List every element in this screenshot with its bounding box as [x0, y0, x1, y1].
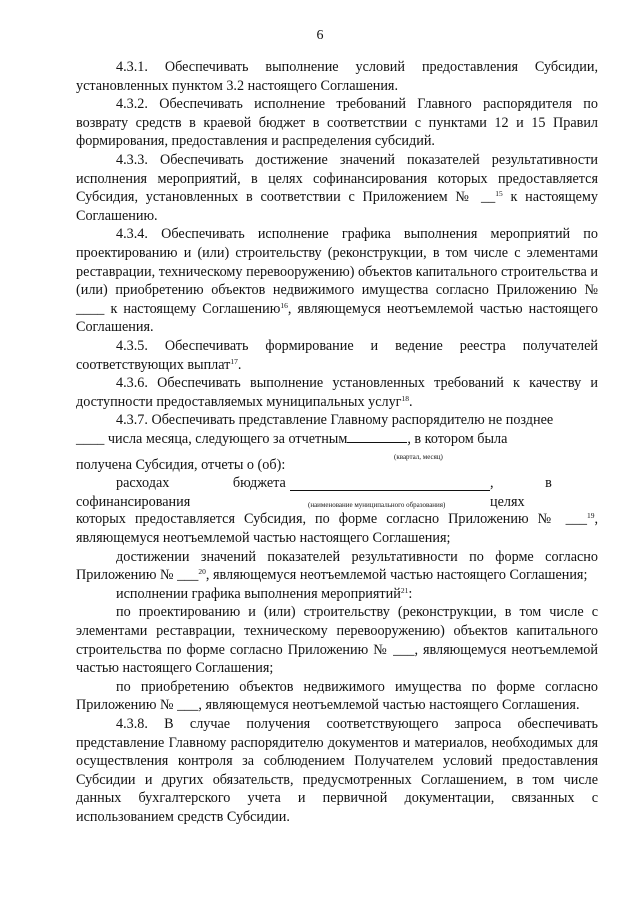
clause-4-3-2: 4.3.2. Обеспечивать исполнение требований Главного распорядителя по возврату средств в краевой бюджет в соответствии с пунктами 12 и 15 Правил формирования, предоставления и распределения субсидий.	[76, 96, 598, 150]
acquisition-report: по приобретению объектов недвижимого имущества по форме согласно Приложению № ___, являющемуся неотъемлемой частью настоящего Соглашения.	[76, 678, 598, 714]
achievement-report-tail: , являющемуся неотъемлемой частью настоящего Соглашения;	[205, 567, 588, 584]
schedule-report	[76, 585, 598, 604]
period-caption: (квартал, месяц)	[394, 452, 443, 461]
clause-4-3-4	[76, 225, 598, 337]
achievement-report-text: достижении значений показателей результативности по форме согласно Приложению № ___	[76, 548, 598, 584]
clause-4-3-3	[76, 151, 598, 225]
schedule-report-tail: :	[408, 585, 413, 602]
municipality-caption: (наименование муниципального образования)	[308, 501, 446, 510]
cofinancing-label: софинансирования	[76, 494, 191, 511]
schedule-report-text: исполнении графика выполнения мероприятий	[116, 585, 401, 602]
page-number: 6	[316, 28, 324, 43]
clause-4-3-4-text: 4.3.4. Обеспечивать исполнение графика выполнения мероприятий по проектированию и (или) строительству (реконструкции, в том числе с элементами реставрации, техническому перевооружению) объектов капитального строительства и (или) приобретению объектов недвижимого имущества согласно Приложению № ____ к настоящему Соглашению	[76, 226, 598, 317]
expenses-purpose: , в целях	[490, 475, 552, 511]
clause-4-3-7-period-text: ____ числа месяца, следующего за отчетным	[76, 430, 348, 447]
clause-4-3-5-text: 4.3.5. Обеспечивать формирование и ведение реестра получателей соответствующих выплат	[76, 337, 598, 373]
design-construction-report: по проектированию и (или) строительству (реконструкции, в том числе с элементами реставрации, техническому перевооружению) объектов капитального строительства по форме согласно Приложению № ___, являющемуся неотъемлемой частью настоящего Соглашения;	[76, 604, 598, 677]
footnote-ref: 19	[586, 511, 595, 521]
cofinancing-line	[76, 493, 598, 510]
clause-4-3-7-period-line	[76, 430, 598, 461]
expenses-form-tail: , являющемуся неотъемлемой частью настоящего Соглашения;	[76, 511, 598, 547]
clause-4-3-7: 4.3.7. Обеспечивать представление Главному распорядителю не позднее	[116, 412, 554, 429]
expenses-form	[76, 510, 598, 547]
document-body	[76, 58, 598, 827]
clause-4-3-6-tail: .	[409, 393, 413, 410]
clause-4-3-3-tail: к настоящему Соглашению.	[76, 189, 598, 224]
expenses-label: расходах бюджета	[116, 475, 286, 492]
clause-4-3-1: 4.3.1. Обеспечивать выполнение условий предоставления Субсидии, установленных пунктом 3.2 настоящего Соглашения.	[76, 59, 598, 94]
footnote-ref: 20	[198, 567, 206, 577]
footnote-ref: 17	[230, 356, 238, 366]
clause-4-3-4-tail: , являющемуся неотъемлемой частью настоящего Соглашения.	[76, 300, 598, 336]
footnote-ref: 18	[401, 393, 409, 403]
expenses-form-text: которых предоставляется Субсидия, по форме согласно Приложению № ___	[76, 511, 587, 528]
clause-4-3-7-received: получена Субсидия, отчеты о (об):	[76, 456, 286, 473]
clause-4-3-6-text: 4.3.6. Обеспечивать выполнение установленных требований к качеству и доступности предоставляемых муниципальных услуг	[76, 375, 598, 410]
clause-4-3-5	[76, 337, 598, 374]
achievement-report	[76, 548, 598, 585]
footnote-ref: 16	[280, 300, 288, 310]
clause-4-3-8: 4.3.8. В случае получения соответствующего запроса обеспечивать представление Главному распорядителю документов и материалов, необходимых для осуществления контроля за соблюдением Получателем условий предоставления Субсидии и других обязательств, предусмотренных Соглашением, в том числе данных бухгалтерского учета и первичной документации, связанных с использованием средств Субсидии.	[76, 716, 598, 825]
municipality-blank	[290, 478, 490, 491]
clause-4-3-6	[76, 374, 598, 411]
clause-4-3-5-tail: .	[237, 356, 242, 373]
clause-4-3-3-text: 4.3.3. Обеспечивать достижение значений показателей результативности исполнения мероприятий, в целях софинансирования которых предоставляется Субсидия, установленных в соответствии с Приложением № __	[76, 151, 598, 206]
period-blank	[347, 430, 407, 443]
clause-4-3-7-period-tail: , в котором была	[407, 430, 508, 447]
footnote-ref: 21	[400, 585, 409, 595]
footnote-ref: 15	[495, 189, 503, 199]
